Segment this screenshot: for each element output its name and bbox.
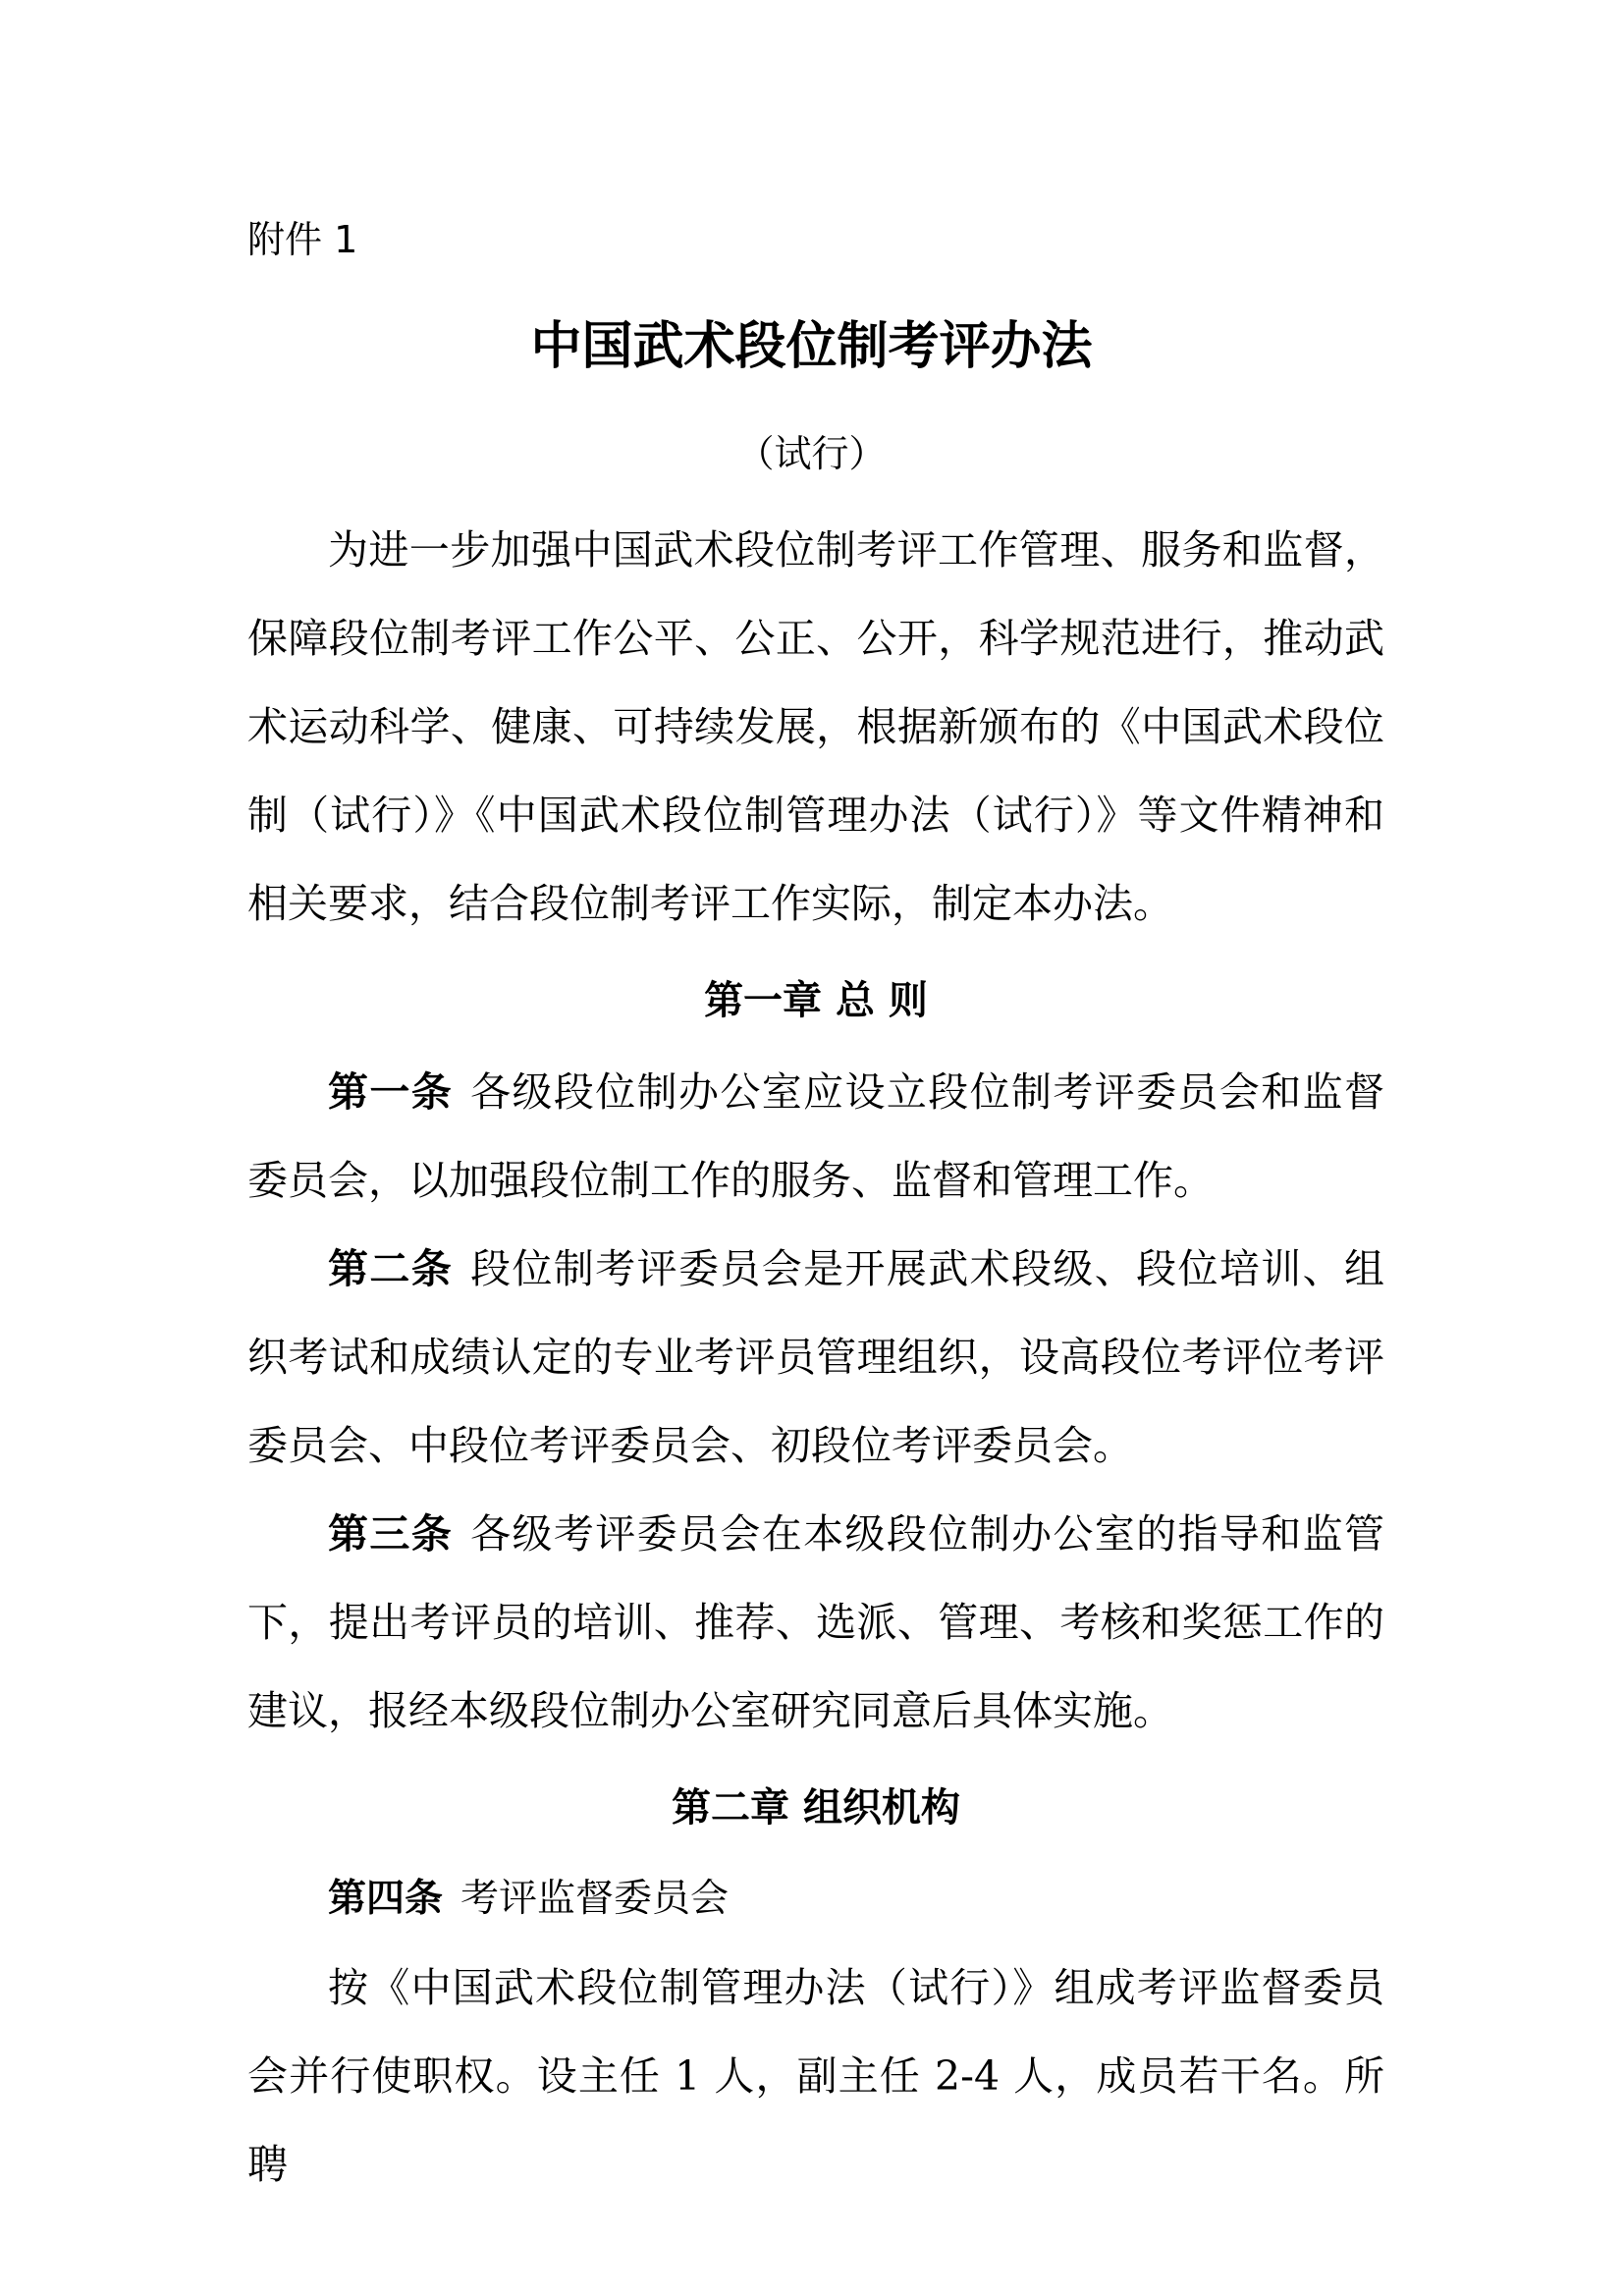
article-1 (247, 1048, 1384, 1225)
document-body (247, 506, 1384, 2209)
article-4-text: 考评监督委员会 (460, 1877, 730, 1921)
article-4-body: 按《中国武术段位制管理办法（试行）》组成考评监督委员会并行使职权。设主任 1 人，副主任 2-4 人，成员若干名。所聘 (247, 1964, 1384, 2188)
chapter-heading-1: 第一章 总 则 (704, 978, 928, 1023)
chapter-heading-2: 第二章 组织机构 (672, 1785, 960, 1831)
document-subtitle: （试行） (736, 432, 887, 475)
attachment-label: 附件 1 (247, 218, 358, 261)
article-4 (247, 1855, 1384, 1943)
preamble-paragraph: 为进一步加强中国武术段位制考评工作管理、服务和监督，保障段位制考评工作公平、公正、公开，科学规范进行，推动武术运动科学、健康、可持续发展，根据新颁布的《中国武术段位制（试行）》《中国武术段位制管理办法（试行）》等文件精神和相关要求，结合段位制考评工作实际，制定本办法。 (247, 526, 1384, 927)
article-4-label: 第四条 (328, 1877, 444, 1921)
article-1-text: 各级段位制办公室应设立段位制考评委员会和监督委员会，以加强段位制工作的服务、监督和管理工作。 (247, 1068, 1384, 1204)
article-3-label: 第三条 (328, 1510, 454, 1558)
article-2-label: 第二条 (328, 1245, 454, 1292)
article-1-label: 第一条 (328, 1068, 454, 1116)
document-title: 中国武术段位制考评办法 (530, 316, 1093, 376)
article-2-text: 段位制考评委员会是开展武术段级、段位培训、组织考试和成绩认定的专业考评员管理组织，设高段位考评位考评委员会、中段位考评委员会、初段位考评委员会。 (247, 1245, 1384, 1469)
article-3-text: 各级考评委员会在本级段位制办公室的指导和监管下，提出考评员的培训、推荐、选派、管理、考核和奖惩工作的建议，报经本级段位制办公室研究同意后具体实施。 (247, 1510, 1384, 1734)
article-3 (247, 1490, 1384, 1755)
article-2 (247, 1225, 1384, 1490)
